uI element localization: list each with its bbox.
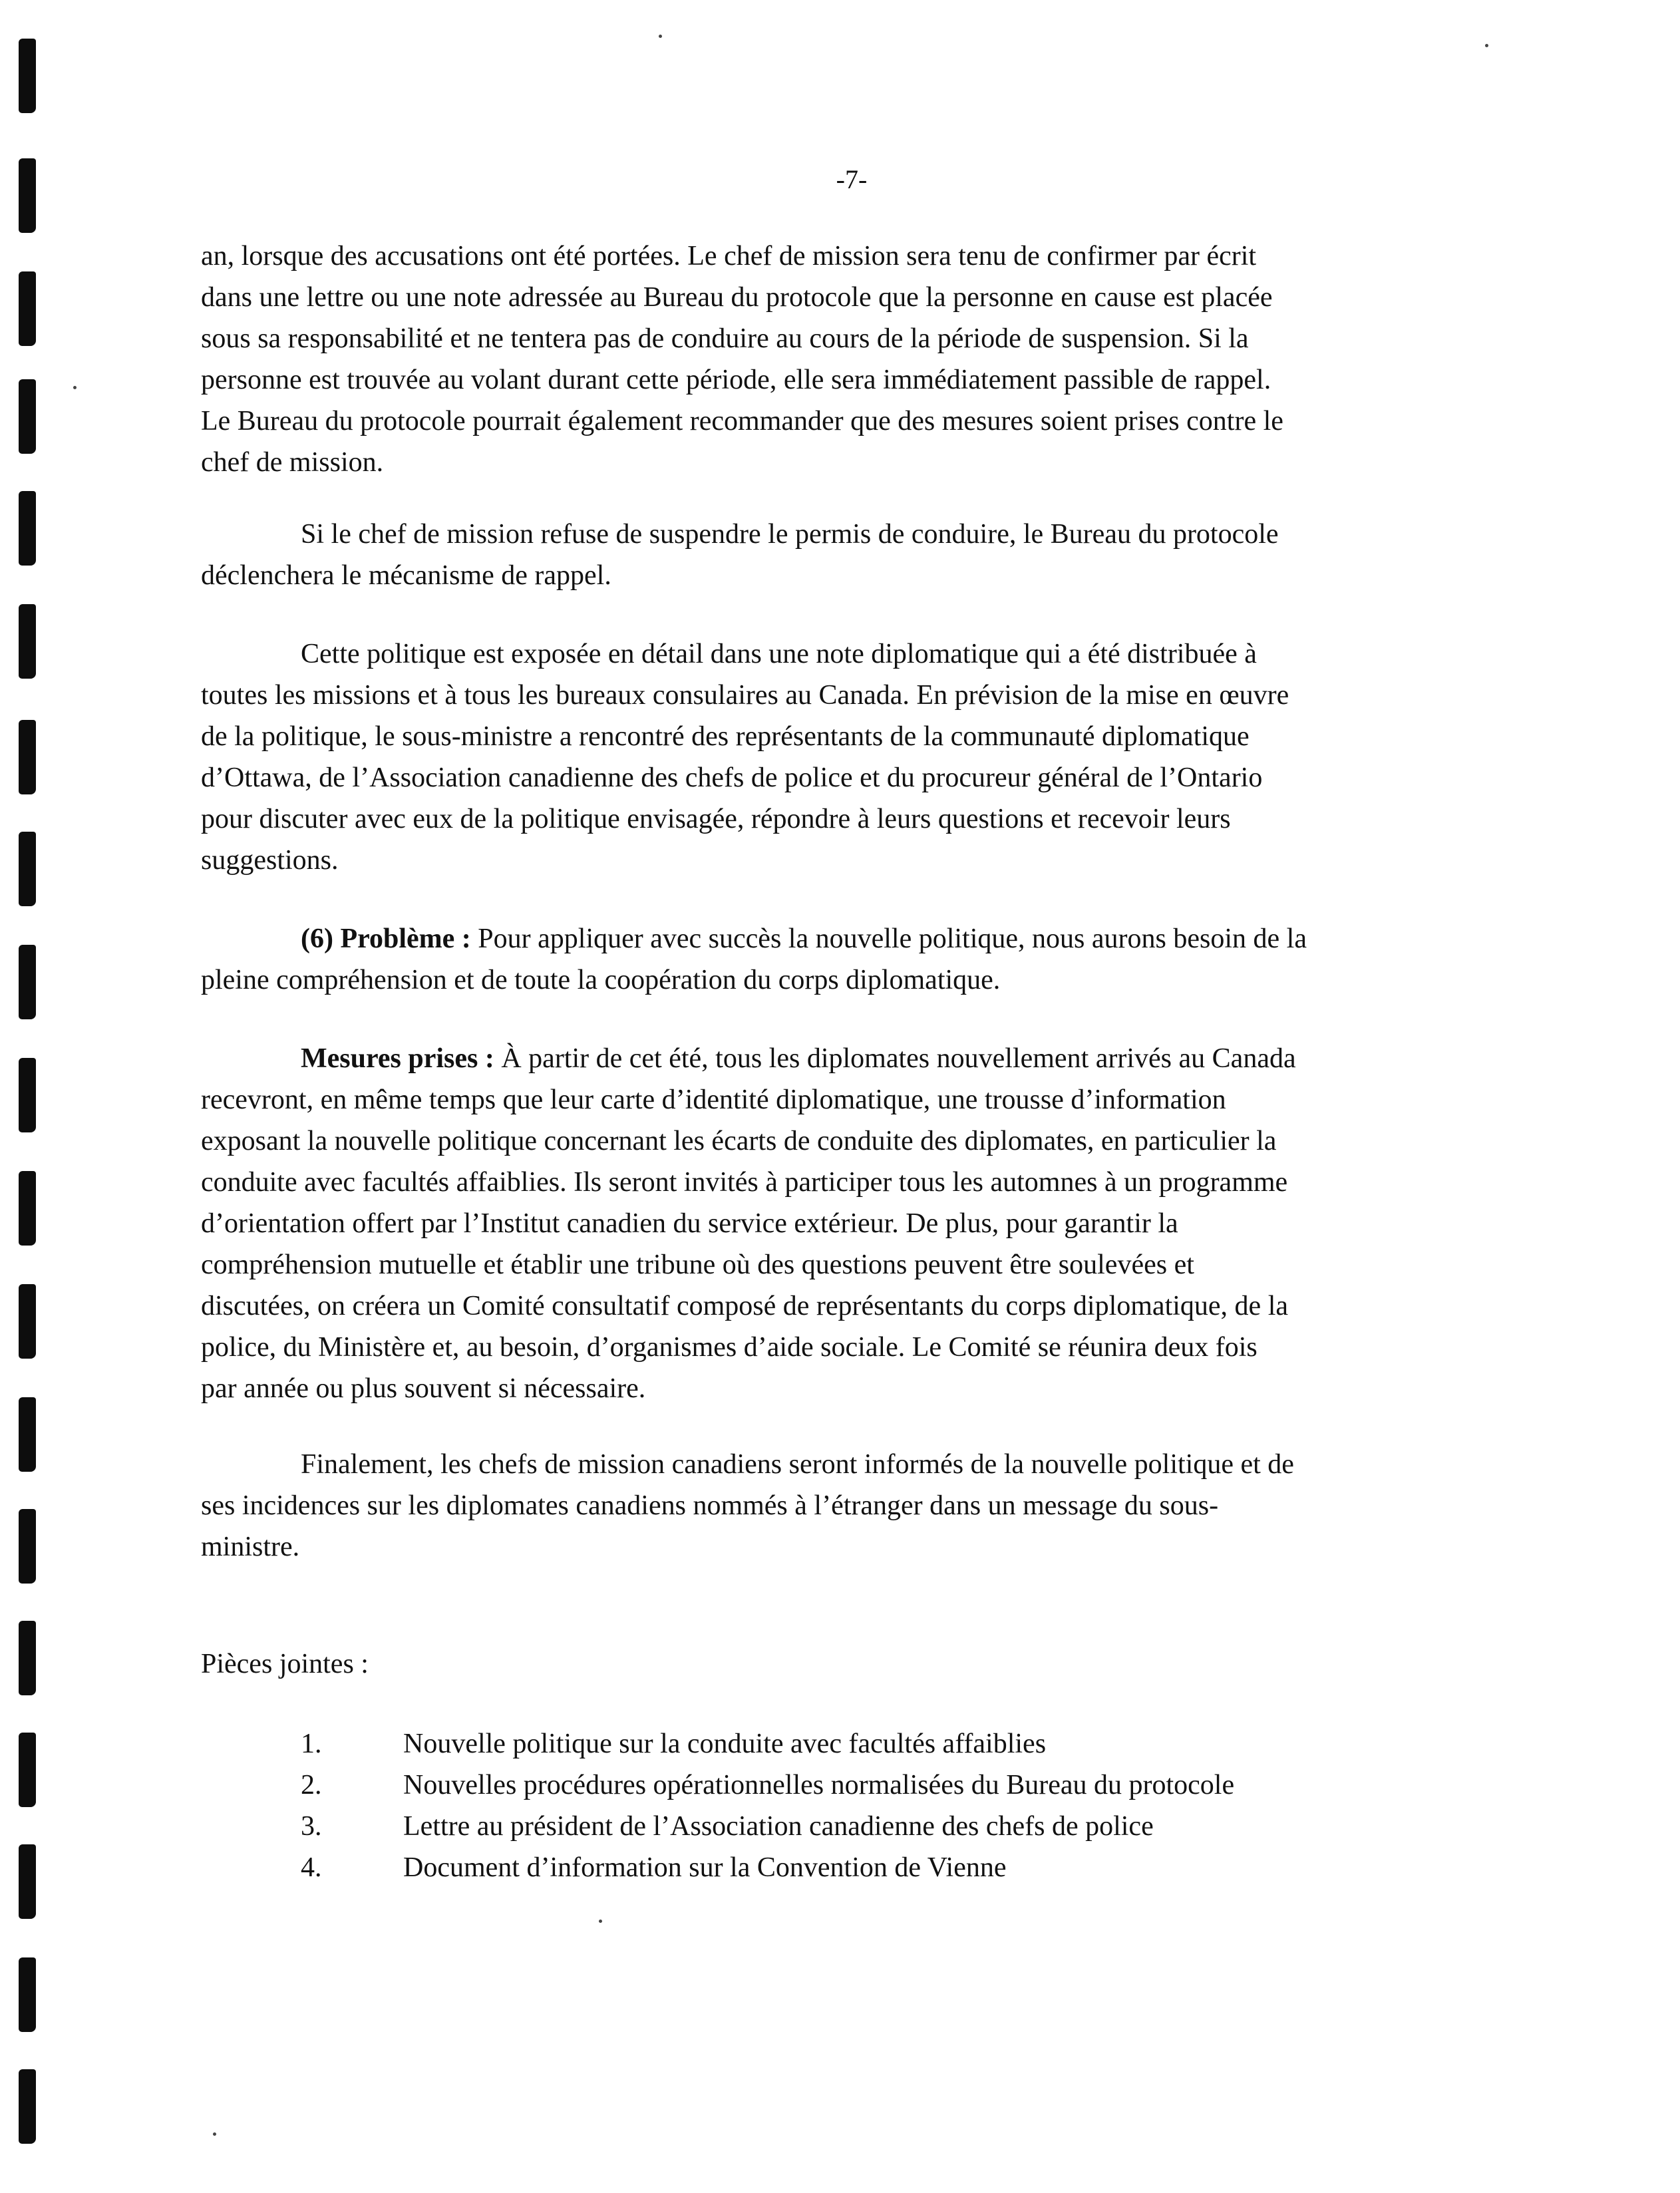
scan-speck	[659, 35, 662, 38]
text-line: ses incidences sur les diplomates canadiens nommés à l’étranger dans un message du sous-	[201, 1490, 1219, 1521]
paragraph-mesures-prises	[201, 1038, 1513, 1409]
binding-mark	[19, 832, 36, 906]
text-line: sous sa responsabilité et ne tentera pas de conduire au cours de la période de suspension. Si la	[201, 323, 1249, 354]
text-line: ministre.	[201, 1532, 300, 1562]
text-line: compréhension mutuelle et établir une tribune où des questions peuvent être soulevées et	[201, 1250, 1194, 1280]
binding-mark	[19, 1171, 36, 1246]
text-line: Cette politique est exposée en détail dans une note diplomatique qui a été distribuée à	[301, 639, 1257, 669]
list-item-text: Lettre au président de l’Association canadienne des chefs de police	[403, 1811, 1154, 1842]
binding-mark	[19, 491, 36, 566]
binding-mark	[19, 1733, 36, 1807]
list-item-number: 1.	[301, 1729, 322, 1759]
text-line: d’orientation offert par l’Institut canadien du service extérieur. De plus, pour garantir la	[201, 1208, 1178, 1239]
text-line: Si le chef de mission refuse de suspendre le permis de conduire, le Bureau du protocole	[301, 519, 1279, 550]
probleme-label: (6) Problème :	[301, 924, 471, 954]
text-line: recevront, en même temps que leur carte d’identité diplomatique, une trousse d’information	[201, 1085, 1226, 1115]
text-line: Le Bureau du protocole pourrait également recommander que des mesures soient prises contre le	[201, 406, 1283, 436]
text-line: suggestions.	[201, 845, 339, 876]
binding-mark	[19, 1844, 36, 1919]
text-line: conduite avec facultés affaiblies. Ils seront invités à participer tous les automnes à un programme	[201, 1167, 1288, 1198]
text-line: personne est trouvée au volant durant cette période, elle sera immédiatement passible de rappel.	[201, 365, 1271, 395]
list-item-number: 2.	[301, 1770, 322, 1800]
binding-mark	[19, 379, 36, 454]
binding-mark	[19, 945, 36, 1019]
list-item-text: Nouvelles procédures opérationnelles normalisées du Bureau du protocole	[403, 1770, 1235, 1800]
text-line: exposant la nouvelle politique concernant les écarts de conduite des diplomates, en particulier la	[201, 1126, 1277, 1156]
text-line	[201, 918, 1513, 959]
binding-mark	[19, 158, 36, 233]
binding-mark	[19, 1509, 36, 1584]
scan-speck	[599, 1920, 602, 1923]
page-number: -7-	[836, 164, 868, 194]
list-item-text: Nouvelle politique sur la conduite avec facultés affaiblies	[403, 1729, 1047, 1759]
binding-mark	[19, 39, 36, 113]
list-item	[301, 1847, 1234, 1888]
binding-mark	[19, 1058, 36, 1132]
text-line: police, du Ministère et, au besoin, d’organismes d’aide sociale. Le Comité se réunira deux fois	[201, 1332, 1258, 1363]
paragraph-probleme	[201, 918, 1513, 1001]
text-line: par année ou plus souvent si nécessaire.	[201, 1373, 646, 1404]
binding-mark	[19, 1957, 36, 2032]
list-item-text: Document d’information sur la Convention de Vienne	[403, 1852, 1007, 1883]
list-item-number: 4.	[301, 1852, 322, 1883]
text-line: de la politique, le sous-ministre a rencontré des représentants de la communauté diplomatique	[201, 721, 1250, 752]
text-line: discutées, on créera un Comité consultatif composé de représentants du corps diplomatique, de la	[201, 1291, 1289, 1321]
text-fragment: À partir de cet été, tous les diplomates nouvellement arrivés au Canada	[494, 1043, 1296, 1074]
text-line: Finalement, les chefs de mission canadiens seront informés de la nouvelle politique et de	[301, 1449, 1294, 1480]
paragraph-finalement	[201, 1444, 1513, 1568]
scan-speck	[213, 2132, 216, 2136]
text-fragment: Pour appliquer avec succès la nouvelle politique, nous aurons besoin de la	[470, 924, 1307, 954]
scan-speck	[1485, 44, 1488, 47]
text-line	[201, 1038, 1513, 1079]
list-item	[301, 1806, 1234, 1847]
binding-mark	[19, 2069, 36, 2144]
list-item-number: 3.	[301, 1811, 322, 1842]
text-line: an, lorsque des accusations ont été portées. Le chef de mission sera tenu de confirmer par écrit	[201, 241, 1257, 271]
scan-speck	[73, 386, 77, 389]
binding-mark	[19, 1621, 36, 1695]
text-line: déclenchera le mécanisme de rappel.	[201, 560, 611, 591]
list-item	[301, 1765, 1234, 1806]
binding-mark	[19, 720, 36, 794]
text-line: pleine compréhension et de toute la coopération du corps diplomatique.	[201, 965, 1001, 995]
text-line: d’Ottawa, de l’Association canadienne des chefs de police et du procureur général de l’Ontario	[201, 762, 1263, 793]
text-line: dans une lettre ou une note adressée au Bureau du protocole que la personne en cause est placée	[201, 282, 1273, 313]
text-line: chef de mission.	[201, 447, 384, 478]
binding-hole-marks	[19, 0, 45, 2193]
text-line: pour discuter avec eux de la politique envisagée, répondre à leurs questions et recevoir leurs	[201, 804, 1231, 834]
binding-mark	[19, 604, 36, 679]
list-item	[301, 1723, 1234, 1765]
attachments-list	[301, 1723, 1234, 1888]
text-line: toutes les missions et à tous les bureaux consulaires au Canada. En prévision de la mise en œuvre	[201, 680, 1289, 711]
paragraph-continuation	[201, 236, 1513, 483]
paragraph-policy-note	[201, 633, 1513, 881]
binding-mark	[19, 271, 36, 346]
mesures-prises-label: Mesures prises :	[301, 1043, 494, 1074]
binding-mark	[19, 1284, 36, 1359]
attachments-heading: Pièces jointes :	[201, 1649, 369, 1679]
binding-mark	[19, 1397, 36, 1472]
paragraph-refusal	[201, 514, 1513, 596]
